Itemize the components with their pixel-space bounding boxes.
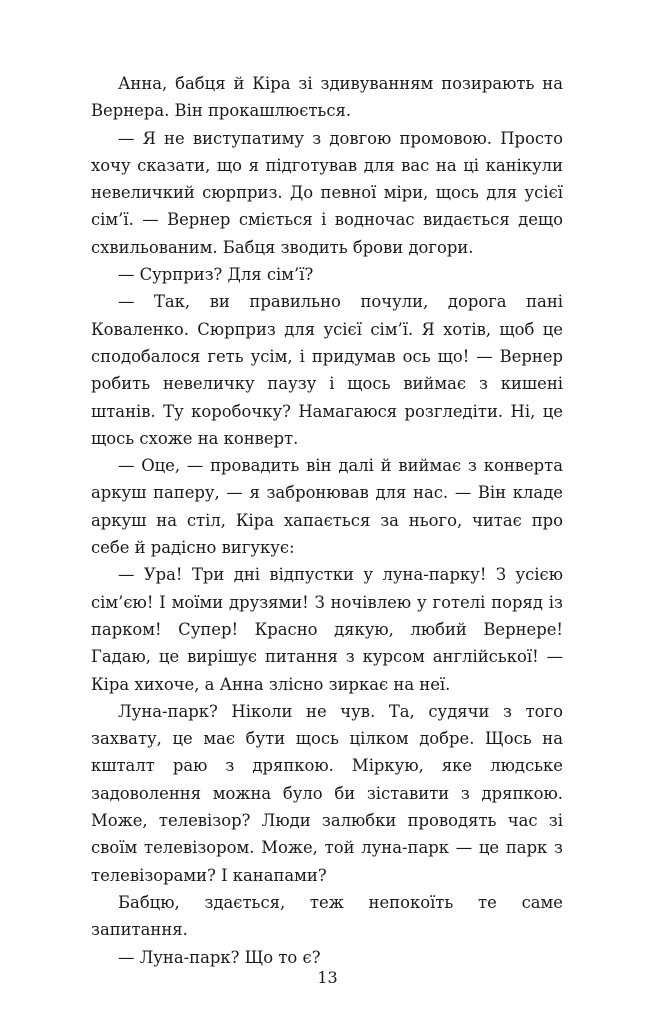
paragraph: — Я не виступатиму з довгою промовою. Просто хочу сказати, що я підготував для вас на ці канікули невеличкий сюрприз. До певної міри, щось для усієї сім’ї. — Вернер сміється і водночас видається дещо схвильованим. Бабця зводить брови догори. bbox=[91, 128, 563, 257]
paragraph: — Сурприз? Для сім’ї? bbox=[118, 265, 314, 285]
body-text bbox=[91, 70, 563, 971]
paragraph: — Так, ви правильно почули, дорога пані Коваленко. Сюрприз для усієї сім’ї. Я хотів, щоб це сподобалося геть усім, і придумав ось що! — Вернер робить невеличку паузу і щось виймає з кишені штанів. Ту коробочку? Намагаюся розгледіти. Ні, це щось схоже на конверт. bbox=[91, 292, 563, 448]
paragraph: — Ура! Три дні відпустки у луна-парку! З усією сім’єю! І моїми друзями! З ночівлею у готелі поряд із парком! Супер! Красно дякую, любий Вернере! Гадаю, це вирішує питання з курсом англійської! — Кіра хихоче, а Анна злісно зиркає на неї. bbox=[91, 565, 563, 694]
paragraph: Анна, бабця й Кіра зі здивуванням позирають на Вернера. Він прокашлюється. bbox=[91, 74, 563, 121]
paragraph: — Оце, — провадить він далі й виймає з конверта аркуш паперу, — я забронював для нас. — Він кладе аркуш на стіл, Кіра хапається за нього, читає про себе й радісно вигукує: bbox=[91, 456, 563, 558]
paragraph: Бабцю, здається, теж непокоїть те саме запитання. bbox=[91, 892, 563, 940]
paragraph: Луна-парк? Ніколи не чув. Та, судячи з того захвату, це має бути щось цілком добре. Щось на кшталт раю з дряпкою. Міркую, яке людське задоволення можна було би зіставити з дряпкою. Може, телевізор? Люди залюбки проводять час зі своїм телевізором. Може, той луна-парк — це парк з телевізорами? І канапами? bbox=[91, 701, 563, 885]
page-number: 13 bbox=[317, 968, 338, 987]
paragraph: — Луна-парк? Що то є? bbox=[118, 947, 321, 967]
